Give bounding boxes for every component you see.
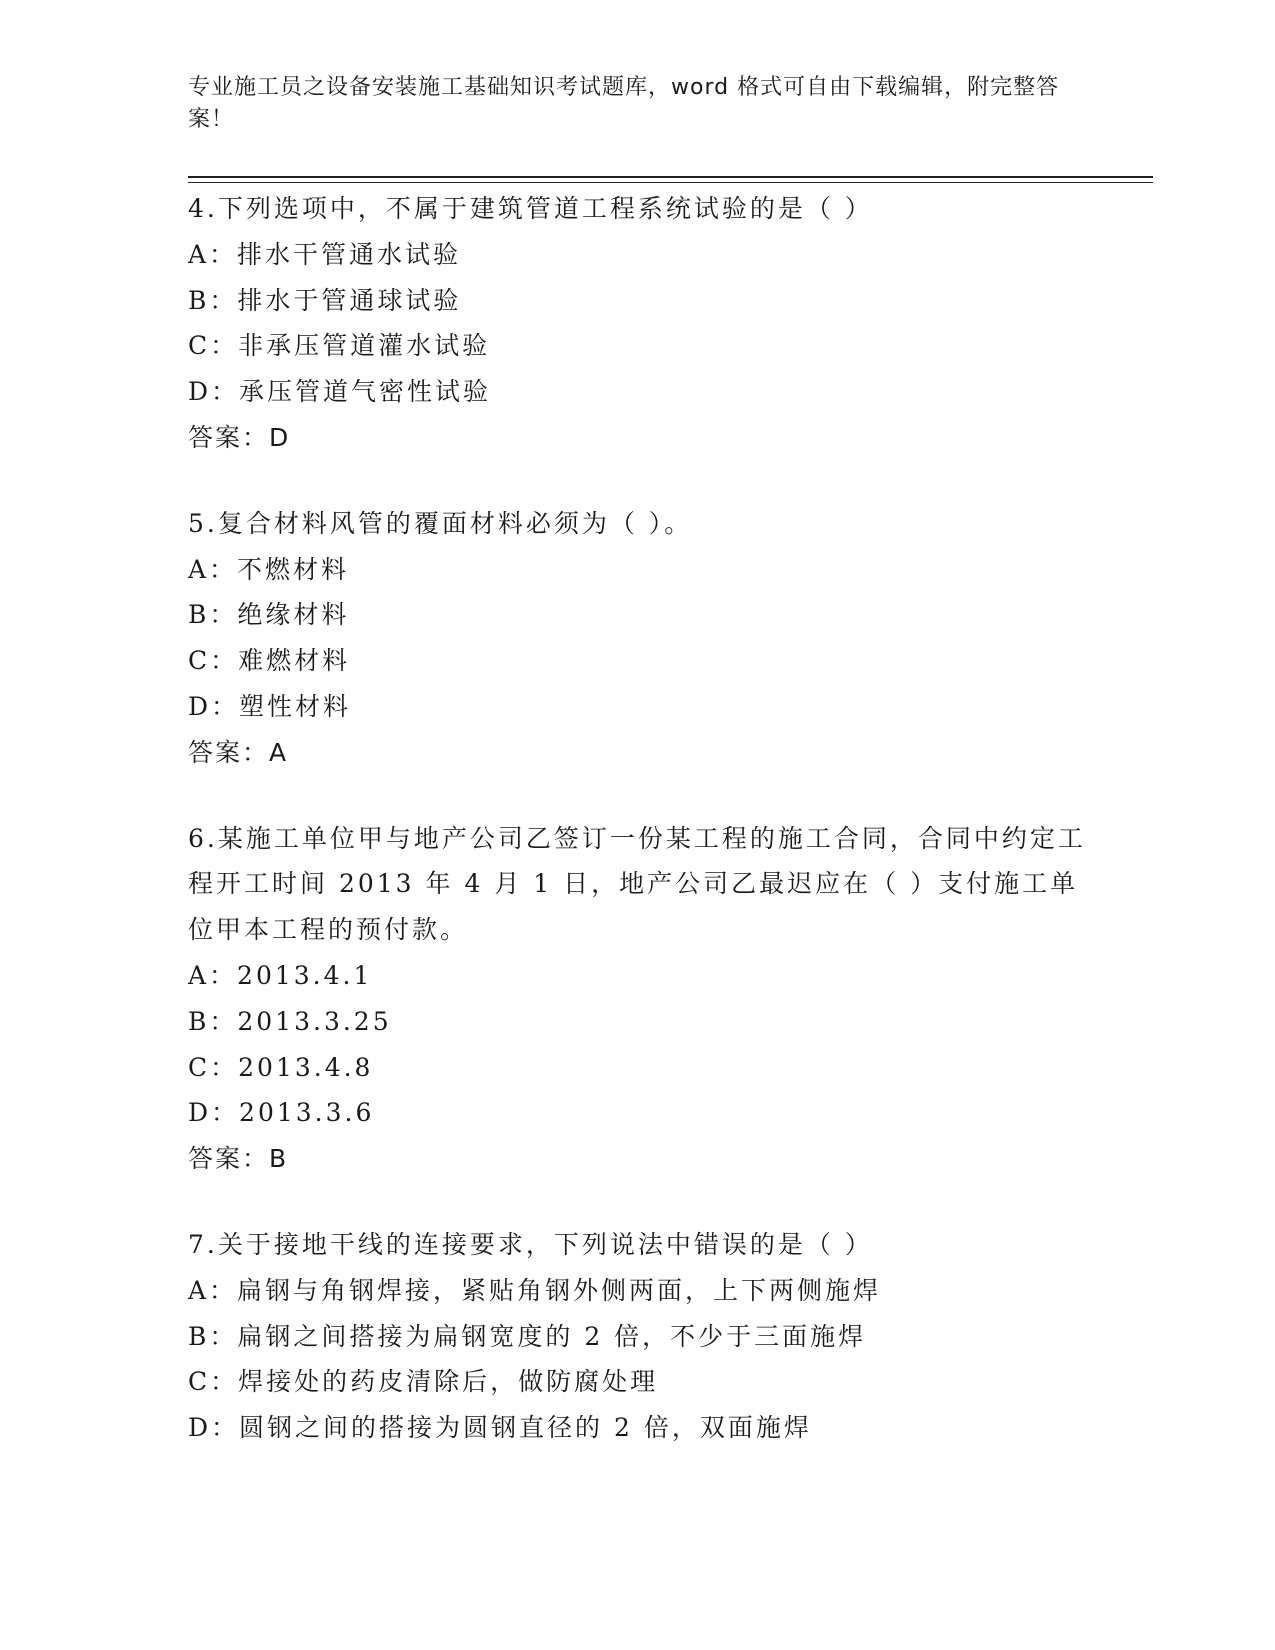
option-d: D：2013.3.6 [188,1098,375,1128]
question-stem: 5.复合材料风管的覆面材料必须为（ ）。 [188,508,693,538]
option-d: D：圆钢之间的搭接为圆钢直径的 2 倍，双面施焊 [188,1413,812,1443]
question-4 [188,186,1088,461]
question-stem: 6.某施工单位甲与地产公司乙签订一份某工程的施工合同，合同中约定工程开工时间 2013 年 4 月 1 日，地产公司乙最迟应在（ ）支付施工单位甲本工程的预付款。 [188,823,1086,945]
document-header: 专业施工员之设备安装施工基础知识考试题库，word 格式可自由下载编辑，附完整答案！ [188,75,1060,132]
option-a: A：2013.4.1 [188,960,373,990]
option-b: B：绝缘材料 [188,600,350,630]
option-c: C：2013.4.8 [188,1052,374,1082]
option-b: B：扁钢之间搭接为扁钢宽度的 2 倍，不少于三面施焊 [188,1321,867,1351]
option-d: D：塑性材料 [188,691,352,721]
question-6 [188,816,1088,1182]
question-7 [188,1222,1088,1451]
option-a: A：不燃材料 [188,554,350,584]
answer-line: 答案：B [188,1144,289,1174]
question-5 [188,501,1088,776]
option-a: A：扁钢与角钢焊接，紧贴角钢外侧两面，上下两侧施焊 [188,1275,882,1305]
option-b: B：排水于管通球试验 [188,285,462,315]
option-c: C：难燃材料 [188,646,351,676]
answer-line: 答案：D [188,422,291,452]
option-c: C：非承压管道灌水试验 [188,331,491,361]
header-divider-thick [188,176,1153,178]
header-divider-thin [188,182,1153,183]
option-d: D：承压管道气密性试验 [188,377,492,407]
question-list [188,186,1088,1491]
option-c: C：焊接处的药皮清除后，做防腐处理 [188,1367,659,1397]
option-b: B：2013.3.25 [188,1006,392,1036]
question-stem: 7.关于接地干线的连接要求，下列说法中错误的是（ ） [188,1229,873,1259]
option-a: A：排水干管通水试验 [188,239,462,269]
question-stem: 4.下列选项中，不属于建筑管道工程系统试验的是（ ） [188,194,873,223]
answer-line: 答案：A [188,737,289,767]
